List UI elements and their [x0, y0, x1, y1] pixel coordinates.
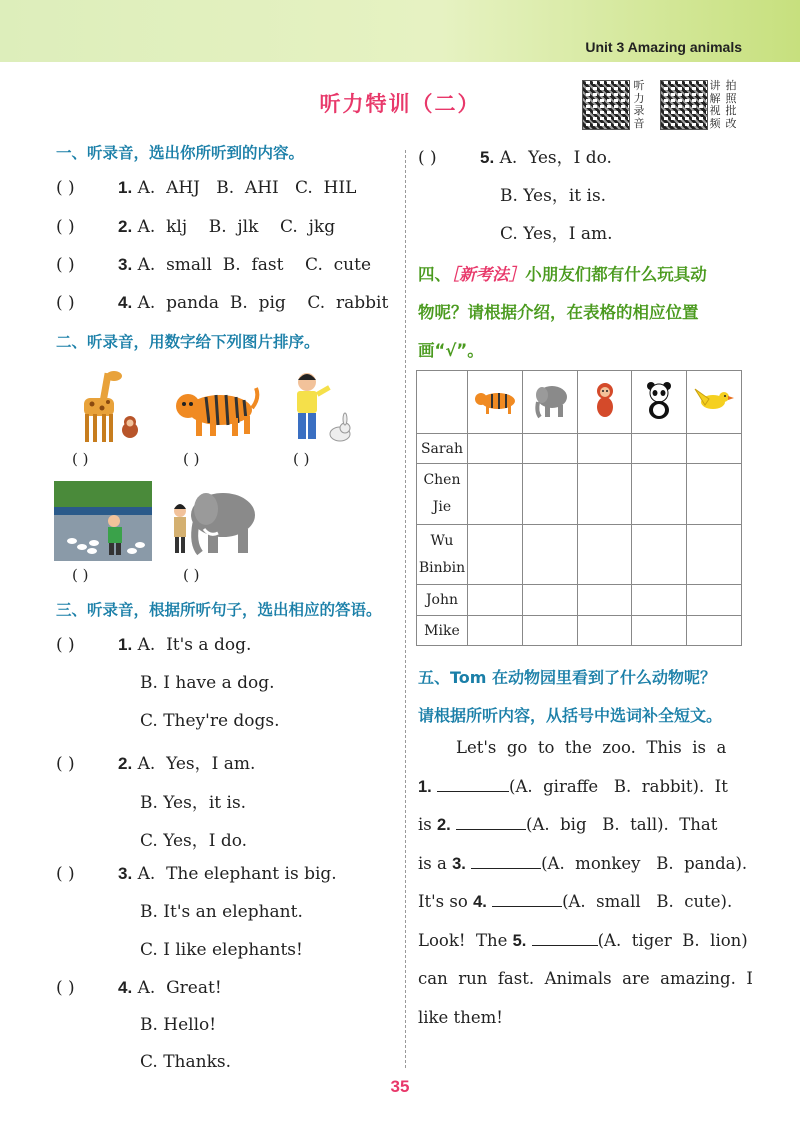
s3-item-5-b: B. Yes，it is.: [500, 186, 607, 206]
toy-animal-table: [416, 370, 742, 646]
table-cell[interactable]: [687, 616, 742, 646]
pic2-answer[interactable]: ( ): [183, 450, 200, 468]
table-cell[interactable]: [632, 616, 687, 646]
blank-4[interactable]: [492, 906, 562, 907]
answer-blank[interactable]: ( ): [56, 178, 75, 198]
table-cell[interactable]: [522, 585, 577, 616]
table-cell[interactable]: [632, 585, 687, 616]
pic5-answer[interactable]: ( ): [183, 566, 200, 584]
s3-item-1-c: C. They're dogs.: [140, 711, 280, 731]
table-cell[interactable]: [632, 464, 687, 525]
qr-label-listening: 听 力 录 音: [633, 79, 645, 130]
s3-item-3-b: B. It's an elephant.: [140, 902, 303, 922]
table-cell[interactable]: [687, 434, 742, 464]
table-corner: [417, 371, 468, 434]
table-row: [417, 525, 742, 585]
monkey-icon: [590, 380, 620, 420]
pic1-answer[interactable]: ( ): [72, 450, 89, 468]
table-cell[interactable]: [522, 525, 577, 585]
table-cell[interactable]: [467, 616, 522, 646]
table-cell[interactable]: [687, 464, 742, 525]
table-cell[interactable]: [467, 434, 522, 464]
s3-item-3: ( ) 3. A. The elephant is big.: [56, 864, 337, 884]
page-number: 35: [390, 1077, 410, 1096]
s3-item-1: ( ) 1. A. It's a dog.: [56, 635, 252, 655]
answer-blank[interactable]: ( ): [56, 864, 75, 884]
elephant-column-header: [522, 371, 577, 434]
table-cell[interactable]: [687, 585, 742, 616]
new-method-tag: ［新考法］: [451, 265, 526, 284]
park-pigeons-picture: [54, 481, 152, 561]
table-cell[interactable]: [632, 525, 687, 585]
answer-blank[interactable]: ( ): [56, 978, 75, 998]
blank-5[interactable]: [532, 945, 598, 946]
s3-item-5-c: C. Yes，I am.: [500, 224, 613, 244]
unit-label: Unit 3 Amazing animals: [585, 39, 742, 55]
table-cell[interactable]: [467, 585, 522, 616]
table-cell[interactable]: [577, 434, 632, 464]
answer-blank[interactable]: ( ): [56, 293, 75, 313]
table-row: [417, 585, 742, 616]
s3-item-2: ( ) 2. A. Yes，I am.: [56, 754, 256, 774]
table-cell[interactable]: [632, 434, 687, 464]
panda-icon: [644, 380, 674, 420]
bird-icon: [691, 385, 737, 415]
table-row: [417, 616, 742, 646]
answer-blank[interactable]: ( ): [56, 255, 75, 275]
table-cell[interactable]: [467, 464, 522, 525]
s3-item-1-b: B. I have a dog.: [140, 673, 275, 693]
section3-heading: 三、听录音，根据所听句子，选出相应的答语。: [56, 601, 382, 619]
s3-item-4-b: B. Hello!: [140, 1015, 217, 1035]
table-header-row: [417, 371, 742, 434]
table-cell[interactable]: [522, 464, 577, 525]
blank-3[interactable]: [471, 868, 541, 869]
cloze-passage: Let's go to the zoo. This is a 1. (A. giraffe B. rabbit). It is 2. (A. big B. tall). That is a 3. (A. monkey B. panda). It's so 4. (A. small B. cute). Look! The 5. (A. tiger B. lion) can run fast. Animals are amazing. I like them!: [418, 738, 753, 1027]
panda-column-header: [632, 371, 687, 434]
answer-blank[interactable]: ( ): [418, 148, 437, 168]
table-cell[interactable]: [577, 525, 632, 585]
s1-item-2: ( ) 2. A. klj B. jlk C. jkg: [56, 217, 336, 237]
table-cell[interactable]: [577, 464, 632, 525]
table-row: [417, 464, 742, 525]
tiger-icon: [472, 385, 518, 415]
boy-rabbit-picture: [285, 370, 355, 445]
pic3-answer[interactable]: ( ): [293, 450, 310, 468]
table-cell[interactable]: [577, 616, 632, 646]
s3-item-5: ( ) 5. A. Yes，I do.: [418, 148, 612, 168]
answer-blank[interactable]: ( ): [56, 754, 75, 774]
monkey-column-header: [577, 371, 632, 434]
answer-blank[interactable]: ( ): [56, 217, 75, 237]
section5-heading: 五、Tom 在动物园里看到了什么动物呢？ 请根据所听内容，从括号中选词补全短文。: [418, 668, 723, 725]
s3-item-3-c: C. I like elephants!: [140, 940, 303, 960]
row-name: John: [417, 585, 468, 616]
qr-code-correction[interactable]: [660, 80, 708, 130]
answer-blank[interactable]: ( ): [56, 635, 75, 655]
row-name: Wu Binbin: [417, 525, 468, 585]
qr-label-video: 讲 解 视 频: [709, 79, 721, 130]
s3-item-4-c: C. Thanks.: [140, 1052, 232, 1072]
s3-item-2-c: C. Yes，I do.: [140, 831, 248, 851]
table-cell[interactable]: [522, 434, 577, 464]
s1-item-1: ( ) 1. A. AHJ B. AHI C. HIL: [56, 178, 357, 198]
elephant-icon: [530, 380, 570, 420]
row-name: Chen Jie: [417, 464, 468, 525]
s3-item-4: ( ) 4. A. Great!: [56, 978, 222, 998]
tiger-column-header: [467, 371, 522, 434]
section2-heading: 二、听录音，用数字给下列图片排序。: [56, 333, 320, 351]
elephant-girl-picture: [168, 485, 263, 560]
s1-item-4: ( ) 4. A. panda B. pig C. rabbit: [56, 293, 389, 313]
s1-item-3: ( ) 3. A. small B. fast C. cute: [56, 255, 372, 275]
blank-1[interactable]: [437, 791, 509, 792]
table-cell[interactable]: [467, 525, 522, 585]
giraffe-monkey-picture: [62, 368, 147, 446]
tiger-picture: [170, 380, 260, 442]
table-row: [417, 434, 742, 464]
pic4-answer[interactable]: ( ): [72, 566, 89, 584]
section1-heading: 一、听录音，选出你所听到的内容。: [56, 144, 305, 162]
blank-2[interactable]: [456, 829, 526, 830]
table-cell[interactable]: [577, 585, 632, 616]
table-cell[interactable]: [687, 525, 742, 585]
qr-code-listening[interactable]: [582, 80, 630, 130]
s3-item-2-b: B. Yes，it is.: [140, 793, 247, 813]
row-name: Mike: [417, 616, 468, 646]
row-name: Sarah: [417, 434, 468, 464]
section4-heading: 四、［新考法］小朋友们都有什么玩具动 物呢？请根据介绍，在表格的相应位置 画“√”。: [418, 265, 707, 360]
table-cell[interactable]: [522, 616, 577, 646]
bird-column-header: [687, 371, 742, 434]
page-title: 听力特训（二）: [319, 92, 481, 116]
qr-label-correction: 拍 照 批 改: [725, 79, 737, 130]
column-divider: [405, 150, 406, 1068]
